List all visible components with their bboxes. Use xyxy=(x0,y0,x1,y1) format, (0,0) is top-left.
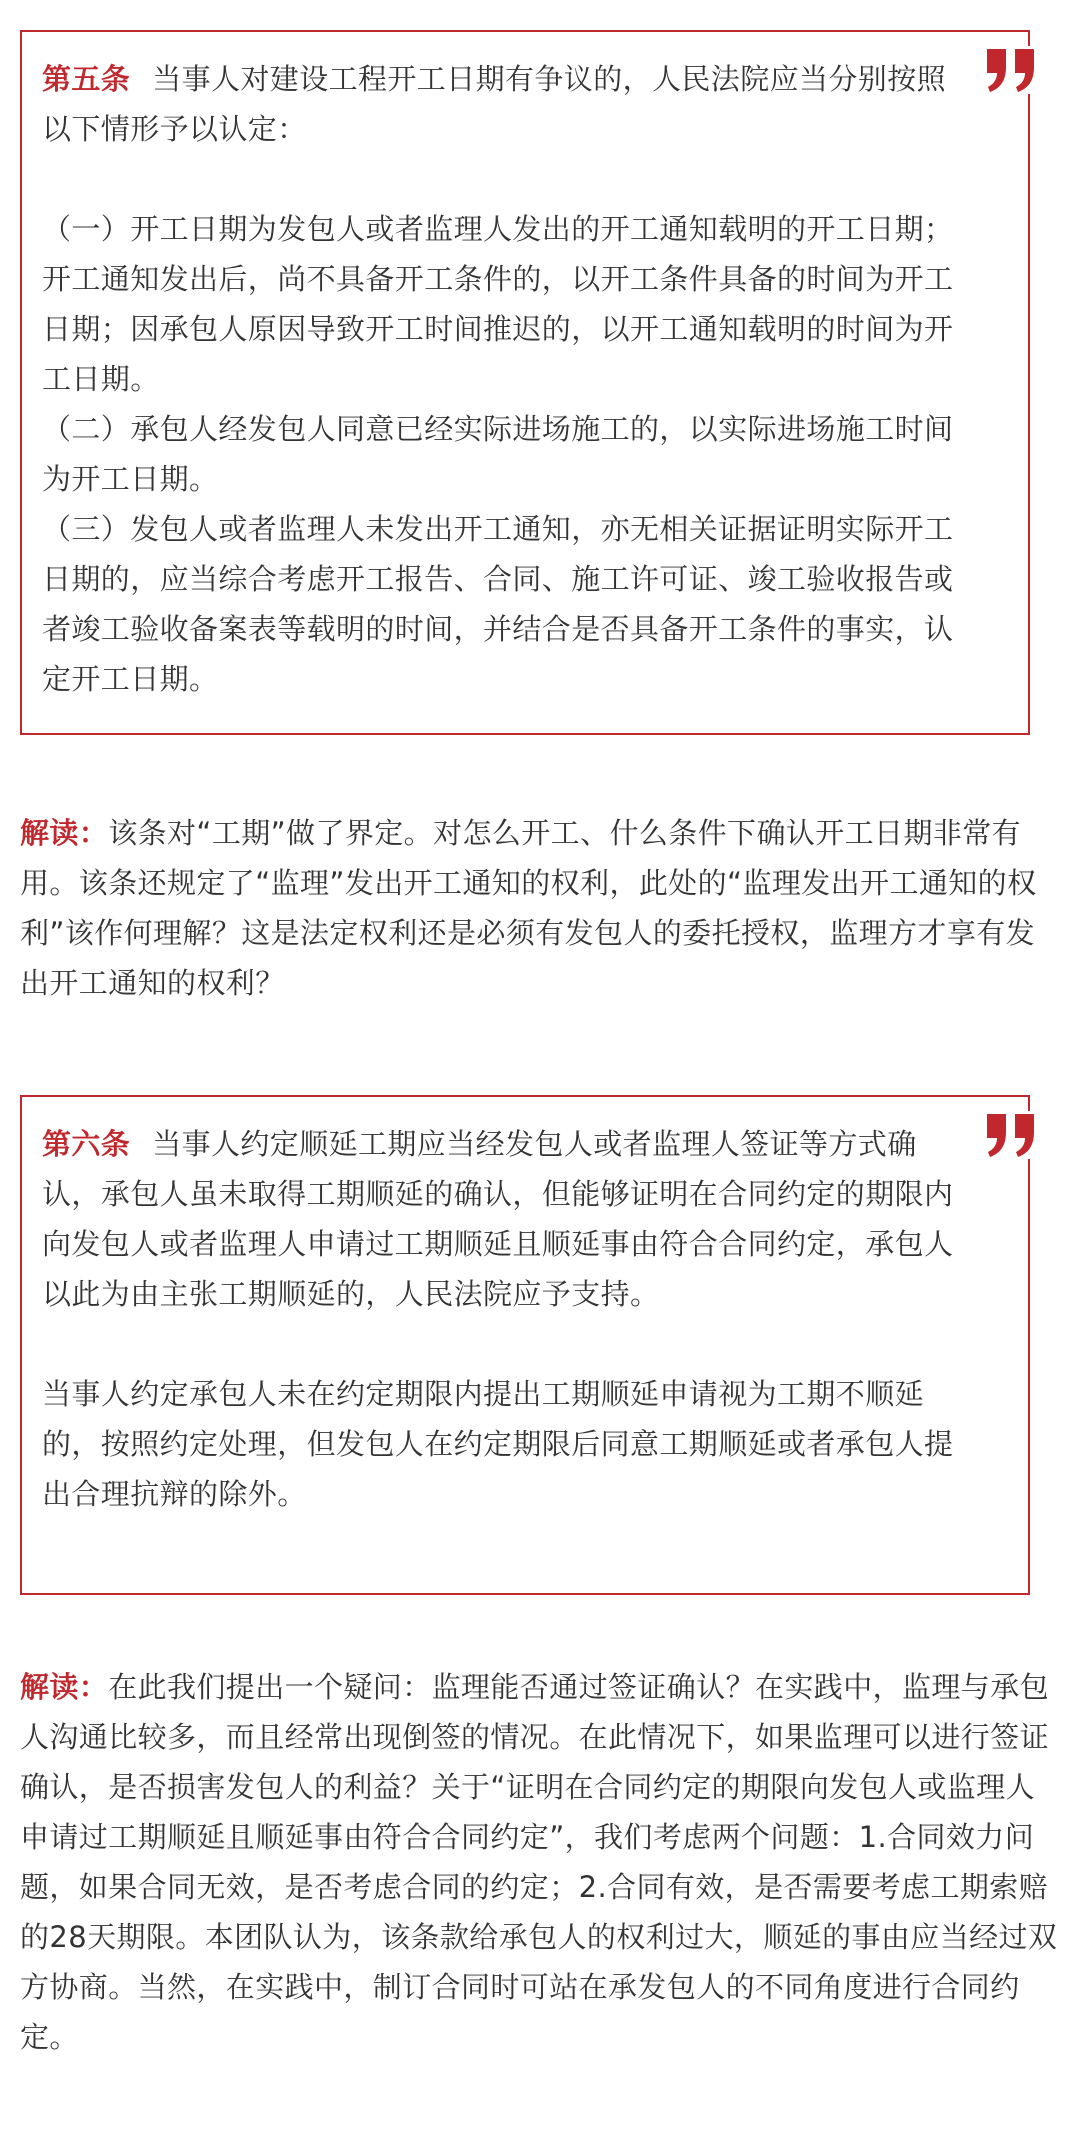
article-6-paragraph-1-text: 当事人约定顺延工期应当经发包人或者监理人签证等方式确认，承包人虽未取得工期顺延的确认，但能够证明在合同约定的期限内向发包人或者监理人申请过工期顺延且顺延事由符合合同约定，承包人以此为由主张工期顺延的，人民法院应予支持。 xyxy=(42,1127,954,1311)
article-5-intro xyxy=(42,54,956,154)
interpretation-2 xyxy=(20,1662,1060,2062)
quote-mark-icon xyxy=(984,46,1040,94)
interpretation-2-label: 解读： xyxy=(20,1670,109,1704)
paragraph-gap xyxy=(42,1319,956,1369)
article-5-label: 第五条 xyxy=(42,62,131,96)
article-5-quote-box xyxy=(20,30,1030,735)
article-5-item-2: （二）承包人经发包人同意已经实际进场施工的，以实际进场施工时间为开工日期。 xyxy=(42,412,954,496)
interpretation-2-text: 在此我们提出一个疑问：监理能否通过签证确认？在实践中，监理与承包人沟通比较多，而且经常出现倒签的情况。在此情况下，如果监理可以进行签证确认，是否损害发包人的利益？关于“证明在合同约定的期限向发包人或监理人申请过工期顺延且顺延事由符合合同约定”，我们考虑两个问题：1.合同效力问题，如果合同无效，是否考虑合同的约定；2.合同有效，是否需要考虑工期索赔的28天期限。本团队认为，该条款给承包人的权利过大，顺延的事由应当经过双方协商。当然，在实践中，制订合同时可站在承发包人的不同角度进行合同约定。 xyxy=(20,1670,1058,2054)
interpretation-1-label: 解读： xyxy=(20,816,109,850)
article-6-quote-box xyxy=(20,1095,1030,1595)
article-6-label: 第六条 xyxy=(42,1127,131,1161)
article-5-item-1: （一）开工日期为发包人或者监理人发出的开工通知载明的开工日期；开工通知发出后，尚不具备开工条件的，以开工条件具备的时间为开工日期；因承包人原因导致开工时间推迟的，以开工通知载明的时间为开工日期。 xyxy=(42,212,954,396)
paragraph-gap xyxy=(42,154,956,204)
quote-mark-icon xyxy=(984,1111,1040,1159)
interpretation-1 xyxy=(20,808,1060,1008)
article-6-paragraph-2: 当事人约定承包人未在约定期限内提出工期顺延申请视为工期不顺延的，按照约定处理，但发包人在约定期限后同意工期顺延或者承包人提出合理抗辩的除外。 xyxy=(42,1377,954,1511)
article-6-paragraph-1 xyxy=(42,1119,956,1319)
interpretation-1-text: 该条对“工期”做了界定。对怎么开工、什么条件下确认开工日期非常有用。该条还规定了“监理”发出开工通知的权利，此处的“监理发出开工通知的权利”该作何理解？这是法定权利还是必须有发包人的委托授权，监理方才享有发出开工通知的权利？ xyxy=(20,816,1037,1000)
article-5-intro-text: 当事人对建设工程开工日期有争议的，人民法院应当分别按照以下情形予以认定： xyxy=(42,62,947,146)
article-5-item-3: （三）发包人或者监理人未发出开工通知，亦无相关证据证明实际开工日期的，应当综合考虑开工报告、合同、施工许可证、竣工验收报告或者竣工验收备案表等载明的时间，并结合是否具备开工条件的事实，认定开工日期。 xyxy=(42,512,954,696)
